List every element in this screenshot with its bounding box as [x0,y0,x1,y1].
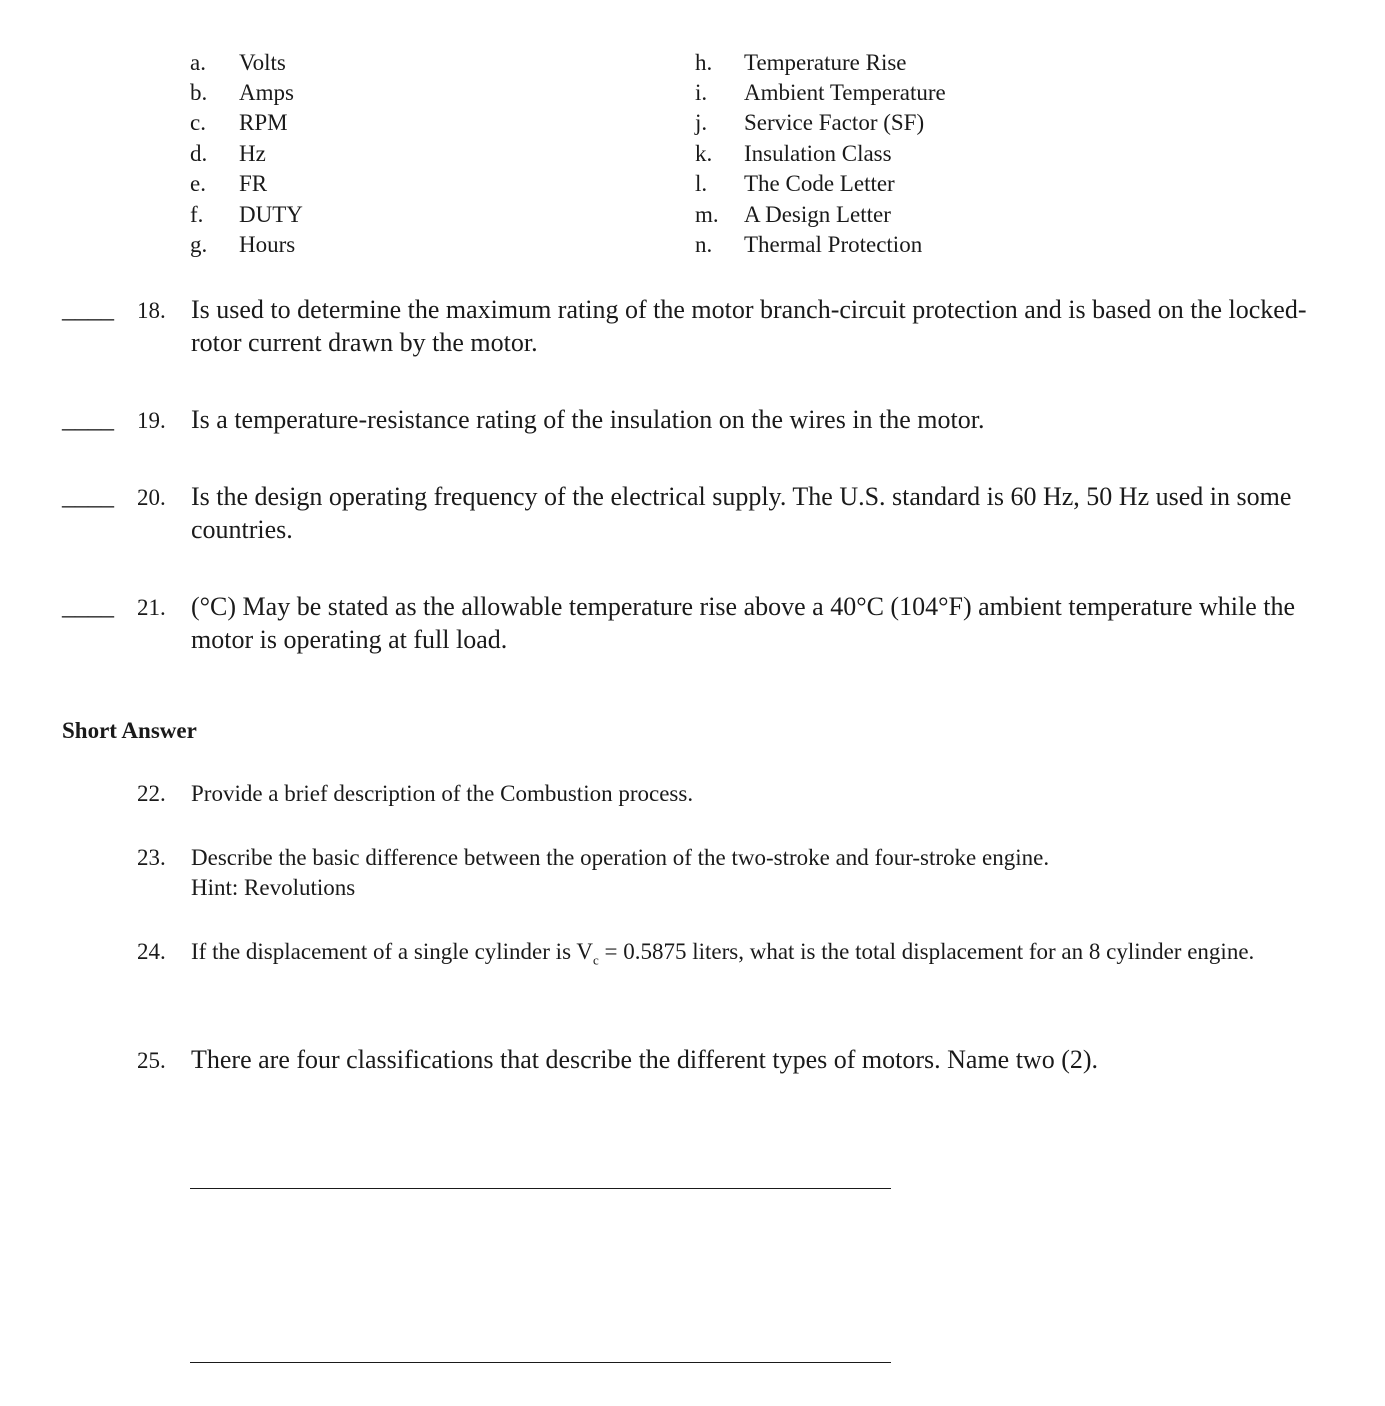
question-number: 23. [137,845,166,870]
key-letter: d. [190,141,208,166]
question-text: Describe the basic difference between the operation of the two-stroke and four-stroke engine. [191,845,1050,870]
key-term: Hours [239,232,296,257]
question-number: 20. [137,485,166,510]
question-number: 21. [137,595,166,620]
question-number: 19. [137,408,166,433]
key-term: Insulation Class [744,141,892,166]
key-letter: n. [695,232,713,257]
key-letter: c. [190,110,206,135]
answer-line[interactable] [190,1188,891,1189]
question-number: 18. [137,298,166,323]
key-letter: l. [695,171,708,196]
question-text [191,936,1351,977]
section-heading: Short Answer [62,718,197,743]
key-letter: a. [190,50,206,75]
question-number: 22. [137,781,166,806]
key-letter: f. [190,202,204,227]
question-text: (°C) May be stated as the allowable temperature rise above a 40°C (104°F) ambient temperature while the motor is operating at full load. [191,592,1296,654]
key-letter: k. [695,141,713,166]
key-term: Service Factor (SF) [744,110,925,135]
answer-blank[interactable]: ____ [62,591,114,620]
key-letter: e. [190,171,206,196]
answer-blank[interactable]: ____ [62,481,114,510]
question-text: Is a temperature-resistance rating of the insulation on the wires in the motor. [191,405,985,434]
key-letter: b. [190,80,208,105]
question-hint: Hint: Revolutions [191,875,356,900]
question-number: 25. [137,1048,166,1073]
question-text: Provide a brief description of the Combustion process. [191,781,694,806]
key-term: FR [239,171,268,196]
question-text: Is the design operating frequency of the electrical supply. The U.S. standard is 60 Hz, 50 Hz used in some countries. [191,482,1292,544]
key-letter: h. [695,50,713,75]
question-text: There are four classifications that describe the different types of motors. Name two (2). [191,1045,1099,1074]
answer-blank[interactable]: ____ [62,294,114,323]
key-term: Temperature Rise [744,50,907,75]
key-letter: g. [190,232,208,257]
key-term: RPM [239,110,288,135]
answer-blank[interactable]: ____ [62,404,114,433]
subscript: c [592,952,599,968]
key-term: Ambient Temperature [744,80,946,105]
key-letter: i. [695,80,708,105]
question-text-part: = 0.5875 liters, what is the total displacement for an 8 cylinder engine. [598,939,1255,964]
key-term: Hz [239,141,266,166]
key-term: The Code Letter [744,171,895,196]
key-term: A Design Letter [744,202,891,227]
key-term: Thermal Protection [744,232,923,257]
key-letter: j. [695,110,708,135]
key-letter: m. [695,202,719,227]
key-term: Amps [239,80,294,105]
answer-line[interactable] [190,1362,891,1363]
question-text: Is used to determine the maximum rating of the motor branch-circuit protection and is based on the locked-rotor current drawn by the motor. [191,295,1307,357]
key-term: DUTY [239,202,303,227]
question-number: 24. [137,939,166,964]
question-text-part: If the displacement of a single cylinder is V [191,939,593,964]
key-term: Volts [239,50,286,75]
